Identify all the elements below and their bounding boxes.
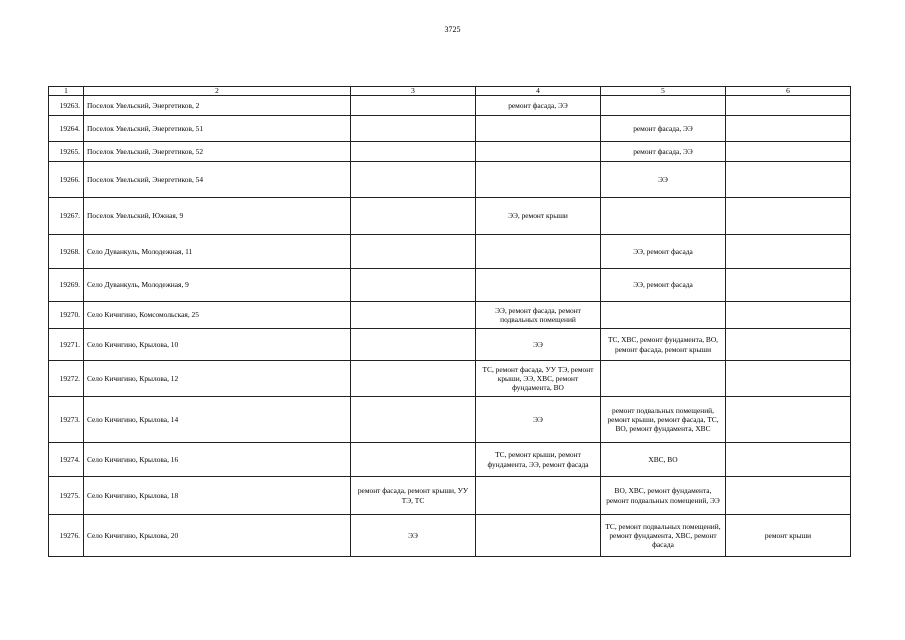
address-cell: Село Кичигино, Крылова, 10 [84,329,351,361]
row-number: 19270. [49,302,84,329]
col4-cell: ремонт фасада, ЭЭ [476,96,601,116]
col6-cell [726,269,851,302]
header-cell-1: 1 [49,87,84,96]
col5-cell: ремонт фасада, ЭЭ [601,116,726,142]
row-number: 19268. [49,235,84,269]
col4-cell [476,142,601,162]
page-number: 3725 [444,25,461,34]
table-row [49,162,851,198]
col6-cell [726,198,851,235]
col4-cell: ЭЭ, ремонт крыши [476,198,601,235]
col5-cell [601,361,726,397]
table-row [49,477,851,515]
col3-cell [351,443,476,477]
col5-cell [601,198,726,235]
address-cell: Село Кичигино, Комсомольская, 25 [84,302,351,329]
col5-cell: ЭЭ, ремонт фасада [601,269,726,302]
col3-cell: ЭЭ [351,515,476,557]
col6-cell [726,235,851,269]
col6-cell [726,397,851,443]
col6-cell [726,477,851,515]
address-cell: Поселок Увельский, Энергетиков, 51 [84,116,351,142]
col5-cell: ремонт подвальных помещений, ремонт крыши, ремонт фасада, ТС, ВО, ремонт фундамента, ХВС [601,397,726,443]
col5-cell [601,302,726,329]
col4-cell [476,269,601,302]
address-cell: Село Кичигино, Крылова, 20 [84,515,351,557]
address-cell: Село Дуванкуль, Молодежная, 9 [84,269,351,302]
col3-cell [351,302,476,329]
header-cell-2: 2 [84,87,351,96]
table-row [49,361,851,397]
row-number: 19264. [49,116,84,142]
col5-cell: ХВС, ВО [601,443,726,477]
address-cell: Поселок Увельский, Южная, 9 [84,198,351,235]
address-cell: Село Кичигино, Крылова, 12 [84,361,351,397]
col4-cell: ТС, ремонт фасада, УУ ТЭ, ремонт крыши, ЭЭ, ХВС, ремонт фундамента, ВО [476,361,601,397]
row-number: 19276. [49,515,84,557]
col5-cell: ТС, ремонт подвальных помещений, ремонт фундамента, ХВС, ремонт фасада [601,515,726,557]
col5-cell: ТС, ХВС, ремонт фундамента, ВО, ремонт фасада, ремонт крыши [601,329,726,361]
header-row [49,87,851,96]
row-number: 19275. [49,477,84,515]
table-row [49,515,851,557]
table-row [49,235,851,269]
col3-cell [351,142,476,162]
col5-cell: ЭЭ [601,162,726,198]
table-row [49,302,851,329]
works-table [48,86,851,557]
col4-cell: ЭЭ [476,329,601,361]
col6-cell [726,302,851,329]
address-cell: Село Дуванкуль, Молодежная, 11 [84,235,351,269]
col6-cell: ремонт крыши [726,515,851,557]
col6-cell [726,329,851,361]
row-number: 19274. [49,443,84,477]
address-cell: Село Кичигино, Крылова, 18 [84,477,351,515]
table-row [49,116,851,142]
col4-cell: ТС, ремонт крыши, ремонт фундамента, ЭЭ, ремонт фасада [476,443,601,477]
address-cell: Поселок Увельский, Энергетиков, 54 [84,162,351,198]
col3-cell [351,162,476,198]
address-cell: Село Кичигино, Крылова, 16 [84,443,351,477]
col4-cell [476,162,601,198]
header-cell-5: 5 [601,87,726,96]
col4-cell: ЭЭ, ремонт фасада, ремонт подвальных помещений [476,302,601,329]
col6-cell [726,162,851,198]
row-number: 19265. [49,142,84,162]
table-row [49,198,851,235]
table-row [49,96,851,116]
table-row [49,142,851,162]
table-row [49,443,851,477]
col4-cell [476,477,601,515]
col3-cell: ремонт фасада, ремонт крыши, УУ ТЭ, ТС [351,477,476,515]
col6-cell [726,361,851,397]
row-number: 19269. [49,269,84,302]
col4-cell [476,515,601,557]
row-number: 19267. [49,198,84,235]
row-number: 19273. [49,397,84,443]
col4-cell [476,235,601,269]
col6-cell [726,96,851,116]
col6-cell [726,142,851,162]
row-number: 19272. [49,361,84,397]
col4-cell: ЭЭ [476,397,601,443]
col5-cell: ВО, ХВС, ремонт фундамента, ремонт подвальных помещений, ЭЭ [601,477,726,515]
row-number: 19263. [49,96,84,116]
row-number: 19266. [49,162,84,198]
col3-cell [351,198,476,235]
col5-cell [601,96,726,116]
header-cell-4: 4 [476,87,601,96]
header-cell-3: 3 [351,87,476,96]
address-cell: Село Кичигино, Крылова, 14 [84,397,351,443]
col3-cell [351,96,476,116]
col3-cell [351,361,476,397]
col3-cell [351,329,476,361]
table-row [49,269,851,302]
col3-cell [351,116,476,142]
col4-cell [476,116,601,142]
header-cell-6: 6 [726,87,851,96]
col5-cell: ремонт фасада, ЭЭ [601,142,726,162]
address-cell: Поселок Увельский, Энергетиков, 2 [84,96,351,116]
table-row [49,397,851,443]
col6-cell [726,443,851,477]
col3-cell [351,397,476,443]
col5-cell: ЭЭ, ремонт фасада [601,235,726,269]
row-number: 19271. [49,329,84,361]
table-row [49,329,851,361]
col3-cell [351,235,476,269]
address-cell: Поселок Увельский, Энергетиков, 52 [84,142,351,162]
col3-cell [351,269,476,302]
col6-cell [726,116,851,142]
